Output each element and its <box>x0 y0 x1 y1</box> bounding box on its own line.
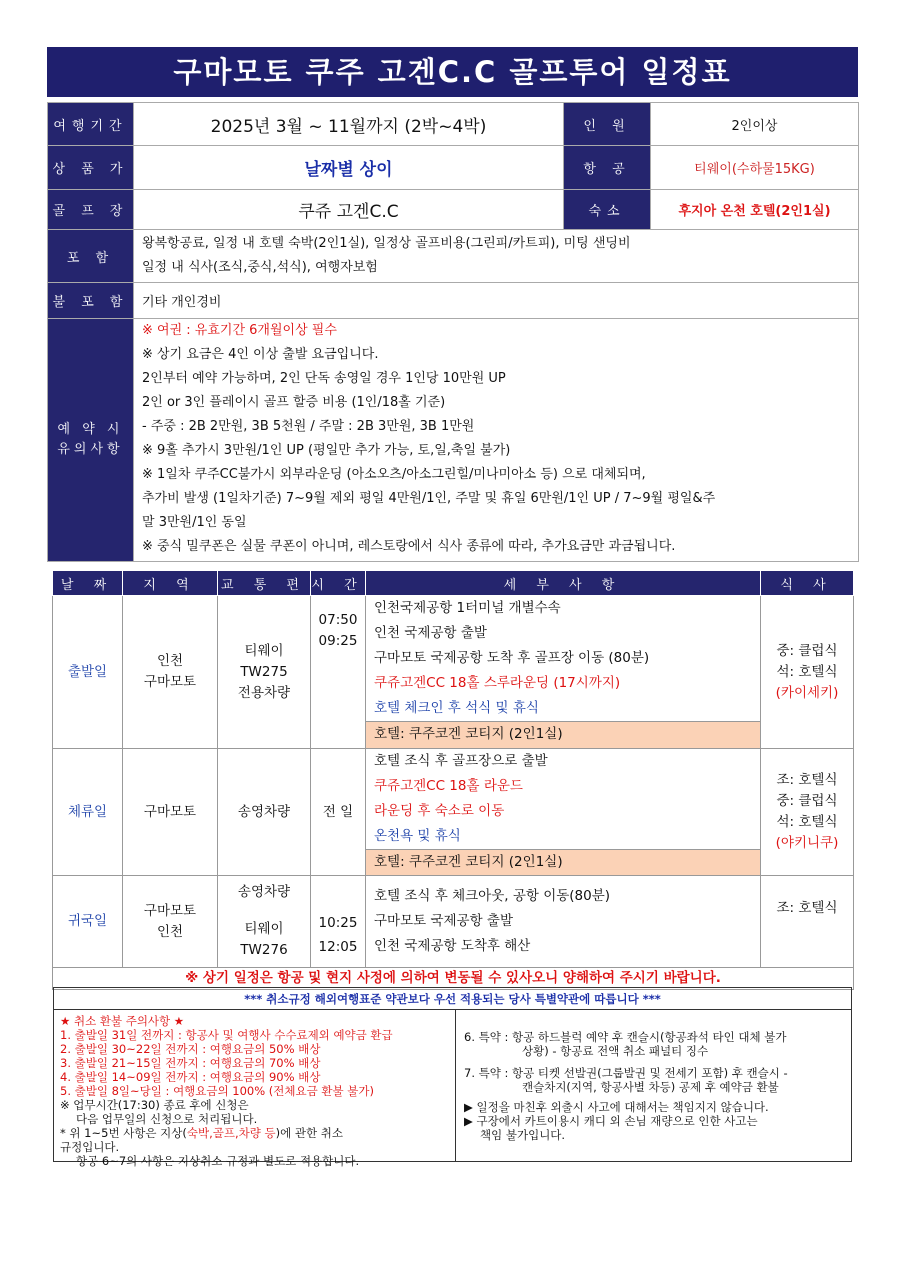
people-value: 2인이상 <box>651 103 859 146</box>
exclude-value: 기타 개인경비 <box>134 283 859 319</box>
notice-label-1: 예 약 시 <box>57 422 124 437</box>
people-label: 인 원 <box>564 103 651 146</box>
day3-transport: 티웨이 <box>244 921 284 937</box>
notice-line: ※ 중식 밀쿠폰은 실물 쿠폰이 아니며, 레스토랑에서 식사 종류에 따라, 추가요금만 과금됩니다. <box>142 539 676 554</box>
day1-hotel: 호텔: 쿠주코겐 코티지 (2인1실) <box>366 721 760 748</box>
day3-meal: 조: 호텔식 <box>761 876 854 968</box>
col-time: 시 간 <box>311 571 366 596</box>
day1-transport: 티웨이 <box>244 642 284 659</box>
cancel-note-highlight: 숙박,골프,차량 등 <box>186 1126 276 1140</box>
day1-meal: 석: 호텔식 <box>776 663 838 680</box>
exclude-label: 불 포 함 <box>48 283 134 319</box>
notice-passport: ※ 여권 : 유효기간 6개월이상 필수 <box>142 323 337 338</box>
include-line-1: 왕복항공료, 일정 내 호텔 숙박(2인1실), 일정상 골프비용(그린피/카트피), 미팅 샌딩비 <box>142 236 631 251</box>
cancel-note: 규정입니다. <box>60 1140 120 1154</box>
cancel-note: * 위 1~5번 사항은 지상( <box>60 1126 187 1140</box>
hotel-label: 숙소 <box>564 190 651 230</box>
day1-transport: TW275 <box>240 663 288 680</box>
col-date: 날 짜 <box>53 571 123 596</box>
day1-detail: 쿠쥬고겐CC 18홀 스루라운딩 (17시까지) <box>374 675 621 691</box>
special-rule: 캔슬차지(지역, 항공사별 차등) 공제 후 예약금 환불 <box>522 1080 779 1094</box>
day3-area: 구마모토 <box>143 902 197 919</box>
day2-detail: 온천욕 및 휴식 <box>374 828 461 844</box>
cancel-policy <box>53 987 852 1168</box>
notice-line: ※ 상기 요금은 4인 이상 출발 요금입니다. <box>142 347 379 362</box>
cancel-note: ※ 업무시간(17:30) 종료 후에 신청은 <box>60 1098 249 1112</box>
cancel-title: ★ 취소 환불 주의사항 ★ <box>60 1014 185 1028</box>
col-area: 지 역 <box>123 571 218 596</box>
notice-line: ※ 9홀 추가시 3만원/1인 UP (평일만 추가 가능, 토,일,축일 불가) <box>142 443 511 458</box>
notice-line: - 주중 : 2B 2만원, 3B 5천원 / 주말 : 2B 3만원, 3B 1만원 <box>142 419 475 434</box>
price-value: 날짜별 상이 <box>304 160 393 180</box>
special-rule: 6. 특약 : 항공 하드블럭 예약 후 캔슬시(항공좌석 타인 대체 불가 <box>464 1030 787 1044</box>
day2-area: 구마모토 <box>123 749 218 876</box>
cancel-rule: 4. 출발일 14~09일 전까지 : 여행요금의 90% 배상 <box>60 1070 321 1084</box>
day2-meal: (야키니쿠) <box>775 835 839 851</box>
day2-meal: 중: 클럽식 <box>776 793 838 809</box>
price-label: 상 품 가 <box>48 146 134 190</box>
day1-detail: 호텔 체크인 후 석식 및 휴식 <box>374 700 539 716</box>
day1-area: 구마모토 <box>143 674 197 690</box>
col-meal: 식 사 <box>761 571 854 596</box>
special-rule: 상황) - 항공료 전액 취소 패널티 징수 <box>522 1044 709 1058</box>
notice-label-2: 유의사항 <box>57 442 124 457</box>
period-value: 2025년 3월 ~ 11월까지 (2박~4박) <box>134 103 564 146</box>
day2-date: 체류일 <box>53 749 123 876</box>
day2-meal: 조: 호텔식 <box>776 772 838 788</box>
cancel-rule: 5. 출발일 8일~당일 : 여행요금의 100% (전체요금 환불 불가) <box>60 1084 374 1098</box>
day2-time: 전 일 <box>311 749 366 876</box>
special-rule: ▶ 구장에서 카트이용시 캐디 외 손님 재량으로 인한 사고는 <box>464 1114 758 1128</box>
special-rule: 책임 불가입니다. <box>480 1128 566 1142</box>
notice-line: 2인 or 3인 플레이시 골프 할증 비용 (1인/18홀 기준) <box>142 395 446 410</box>
day3-detail: 호텔 조식 후 체크아웃, 공항 이동(80분) <box>374 888 611 904</box>
day1-time: 09:25 <box>318 633 358 649</box>
info-table <box>47 102 859 562</box>
day1-time: 07:50 <box>318 612 358 628</box>
cancel-note: 항공 6~7의 사항은 지상취소 규정과 별도로 적용합니다. <box>76 1154 360 1168</box>
day2-transport: 송영차량 <box>218 749 311 876</box>
cancel-rule: 1. 출발일 31일 전까지 : 항공사 및 여행사 수수료제외 예약금 환급 <box>60 1028 393 1042</box>
include-line-2: 일정 내 식사(조식,중식,석식), 여행자보험 <box>142 260 378 275</box>
day1-detail: 구마모토 국제공항 도착 후 골프장 이동 (80분) <box>374 650 650 666</box>
cancel-note: )에 관한 취소 <box>275 1126 343 1140</box>
day2-meal: 석: 호텔식 <box>776 814 838 830</box>
day1-meal: 중: 클럽식 <box>776 642 838 659</box>
day3-detail: 구마모토 국제공항 출발 <box>374 913 513 929</box>
notice-line: 2인부터 예약 가능하며, 2인 단독 송영일 경우 1인당 10만원 UP <box>142 371 506 386</box>
day3-transport: 송영차량 <box>237 884 291 900</box>
air-label: 항 공 <box>564 146 651 190</box>
golf-value: 쿠쥬 고겐C.C <box>134 190 564 230</box>
day1-detail: 인천국제공항 1터미널 개별수속 <box>374 600 561 616</box>
cancel-rule: 3. 출발일 21~15일 전까지 : 여행요금의 70% 배상 <box>60 1056 321 1070</box>
hotel-value: 후지아 온천 호텔(2인1실) <box>651 190 859 230</box>
schedule-note: ※ 상기 일정은 항공 및 현지 사정에 의하여 변동될 수 있사오니 양해하여 주시기 바랍니다. <box>53 968 854 990</box>
day3-date: 귀국일 <box>53 876 123 968</box>
cancel-head: *** 취소규정 해외여행표준 약관보다 우선 적용되는 당사 특별약관에 따릅니다 *** <box>54 988 851 1010</box>
schedule-table <box>52 570 854 990</box>
day2-detail: 호텔 조식 후 골프장으로 출발 <box>374 753 548 769</box>
day1-transport: 전용차량 <box>237 684 291 701</box>
day3-detail: 인천 국제공항 도착후 해산 <box>374 938 531 954</box>
page-title: 구마모토 쿠주 고겐C.C 골프투어 일정표 <box>47 47 858 97</box>
day3-time: 10:25 <box>318 914 358 931</box>
notice-line: ※ 1일차 쿠주CC불가시 외부라운딩 (아소오츠/아소그린힐/미나미아소 등) 으로 대체되며, <box>142 467 646 482</box>
day1-meal: (카이세키) <box>775 684 839 701</box>
day3-time: 12:05 <box>318 938 358 955</box>
day3-transport: TW276 <box>240 942 288 958</box>
special-rule: ▶ 일정을 마친후 외출시 사고에 대해서는 책임지지 않습니다. <box>464 1100 769 1114</box>
include-label: 포 함 <box>48 230 134 283</box>
notice-line: 추가비 발생 (1일차기준) 7~9월 제외 평일 4만원/1인, 주말 및 휴일 6만원/1인 UP / 7~9월 평일&주 <box>142 491 716 506</box>
day1-detail: 인천 국제공항 출발 <box>374 625 487 641</box>
air-value: 티웨이(수하물15KG) <box>651 146 859 190</box>
day3-area: 인천 <box>156 923 184 940</box>
golf-label: 골 프 장 <box>48 190 134 230</box>
day1-date: 출발일 <box>53 596 123 749</box>
period-label: 여행기간 <box>48 103 134 146</box>
notice-line: 말 3만원/1인 동일 <box>142 515 247 530</box>
day2-detail: 쿠쥬고겐CC 18홀 라운드 <box>374 778 523 794</box>
col-transport: 교 통 편 <box>218 571 311 596</box>
special-rule: 7. 특약 : 항공 티켓 선발권(그룹발권 및 전세기 포함) 후 캔슬시 - <box>464 1066 788 1080</box>
cancel-note: 다음 업무일의 신청으로 처리됩니다. <box>76 1112 258 1126</box>
cancel-rule: 2. 출발일 30~22일 전까지 : 여행요금의 50% 배상 <box>60 1042 321 1056</box>
day1-area: 인천 <box>156 653 184 669</box>
day2-hotel: 호텔: 쿠주코겐 코티지 (2인1실) <box>366 849 760 875</box>
day2-detail: 라운딩 후 숙소로 이동 <box>374 803 505 819</box>
col-detail: 세 부 사 항 <box>366 571 761 596</box>
